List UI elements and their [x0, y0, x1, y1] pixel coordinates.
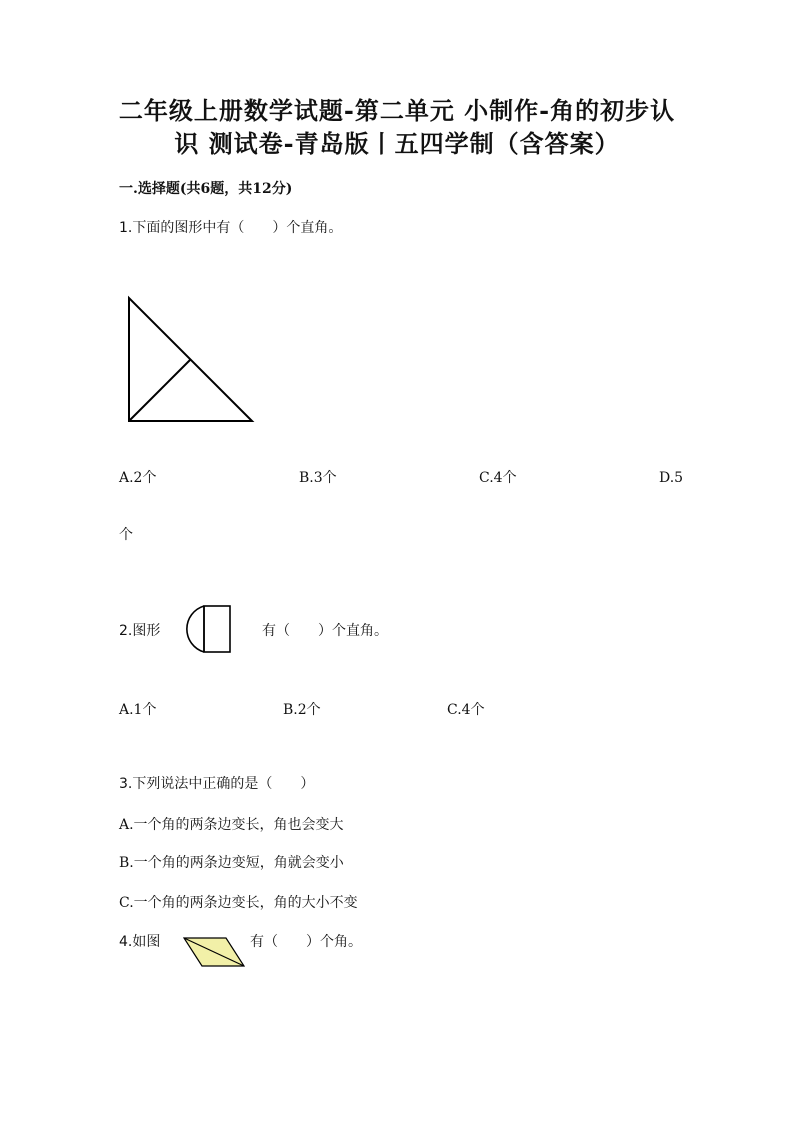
- q1-option-a[interactable]: A.2个: [119, 470, 157, 486]
- title-line-2: 识 测试卷-青岛版丨五四学制（含答案）: [174, 129, 620, 158]
- question-1: [119, 218, 342, 238]
- question-3: [119, 774, 314, 794]
- title-line-1: 二年级上册数学试题-第二单元 小制作-角的初步认: [118, 96, 676, 125]
- q2-option-c[interactable]: C.4个: [447, 702, 485, 718]
- triangle-figure: [127, 296, 255, 424]
- q3-option-b[interactable]: B.一个角的两条边变短，角就会变小: [119, 855, 344, 871]
- q3-option-a[interactable]: A.一个角的两条边变长，角也会变大: [119, 817, 344, 833]
- page-title: [100, 94, 694, 160]
- question-4-number: 4.: [119, 934, 133, 950]
- parallelogram-figure: [182, 936, 246, 968]
- q1-option-d[interactable]: D.5: [659, 470, 684, 486]
- q2-option-a[interactable]: A.1个: [119, 702, 157, 718]
- question-2-text-after: 有（ ）个直角。: [262, 623, 388, 639]
- q3-option-c[interactable]: C.一个角的两条边变长，角的大小不变: [119, 895, 358, 911]
- question-4-text-after: 有（ ）个角。: [250, 934, 362, 950]
- question-3-text: 下列说法中正确的是（ ）: [132, 776, 315, 792]
- question-1-number: 1.: [119, 220, 133, 236]
- section-heading: 一.选择题(共6题，共12分): [119, 181, 293, 197]
- question-1-text: 下面的图形中有（ ）个直角。: [132, 220, 343, 236]
- question-4-prefix: [119, 932, 160, 952]
- q1-option-d-wrap: 个: [119, 527, 133, 543]
- q2-option-b[interactable]: B.2个: [283, 702, 321, 718]
- semicircle-rectangle-figure: [175, 604, 233, 654]
- question-2-text-before: 图形: [132, 623, 161, 639]
- question-2-prefix: [119, 621, 160, 641]
- question-3-number: 3.: [119, 776, 133, 792]
- question-2-number: 2.: [119, 623, 133, 639]
- question-4-text-before: 如图: [132, 934, 161, 950]
- q1-option-b[interactable]: B.3个: [299, 470, 337, 486]
- q1-option-c[interactable]: C.4个: [479, 470, 517, 486]
